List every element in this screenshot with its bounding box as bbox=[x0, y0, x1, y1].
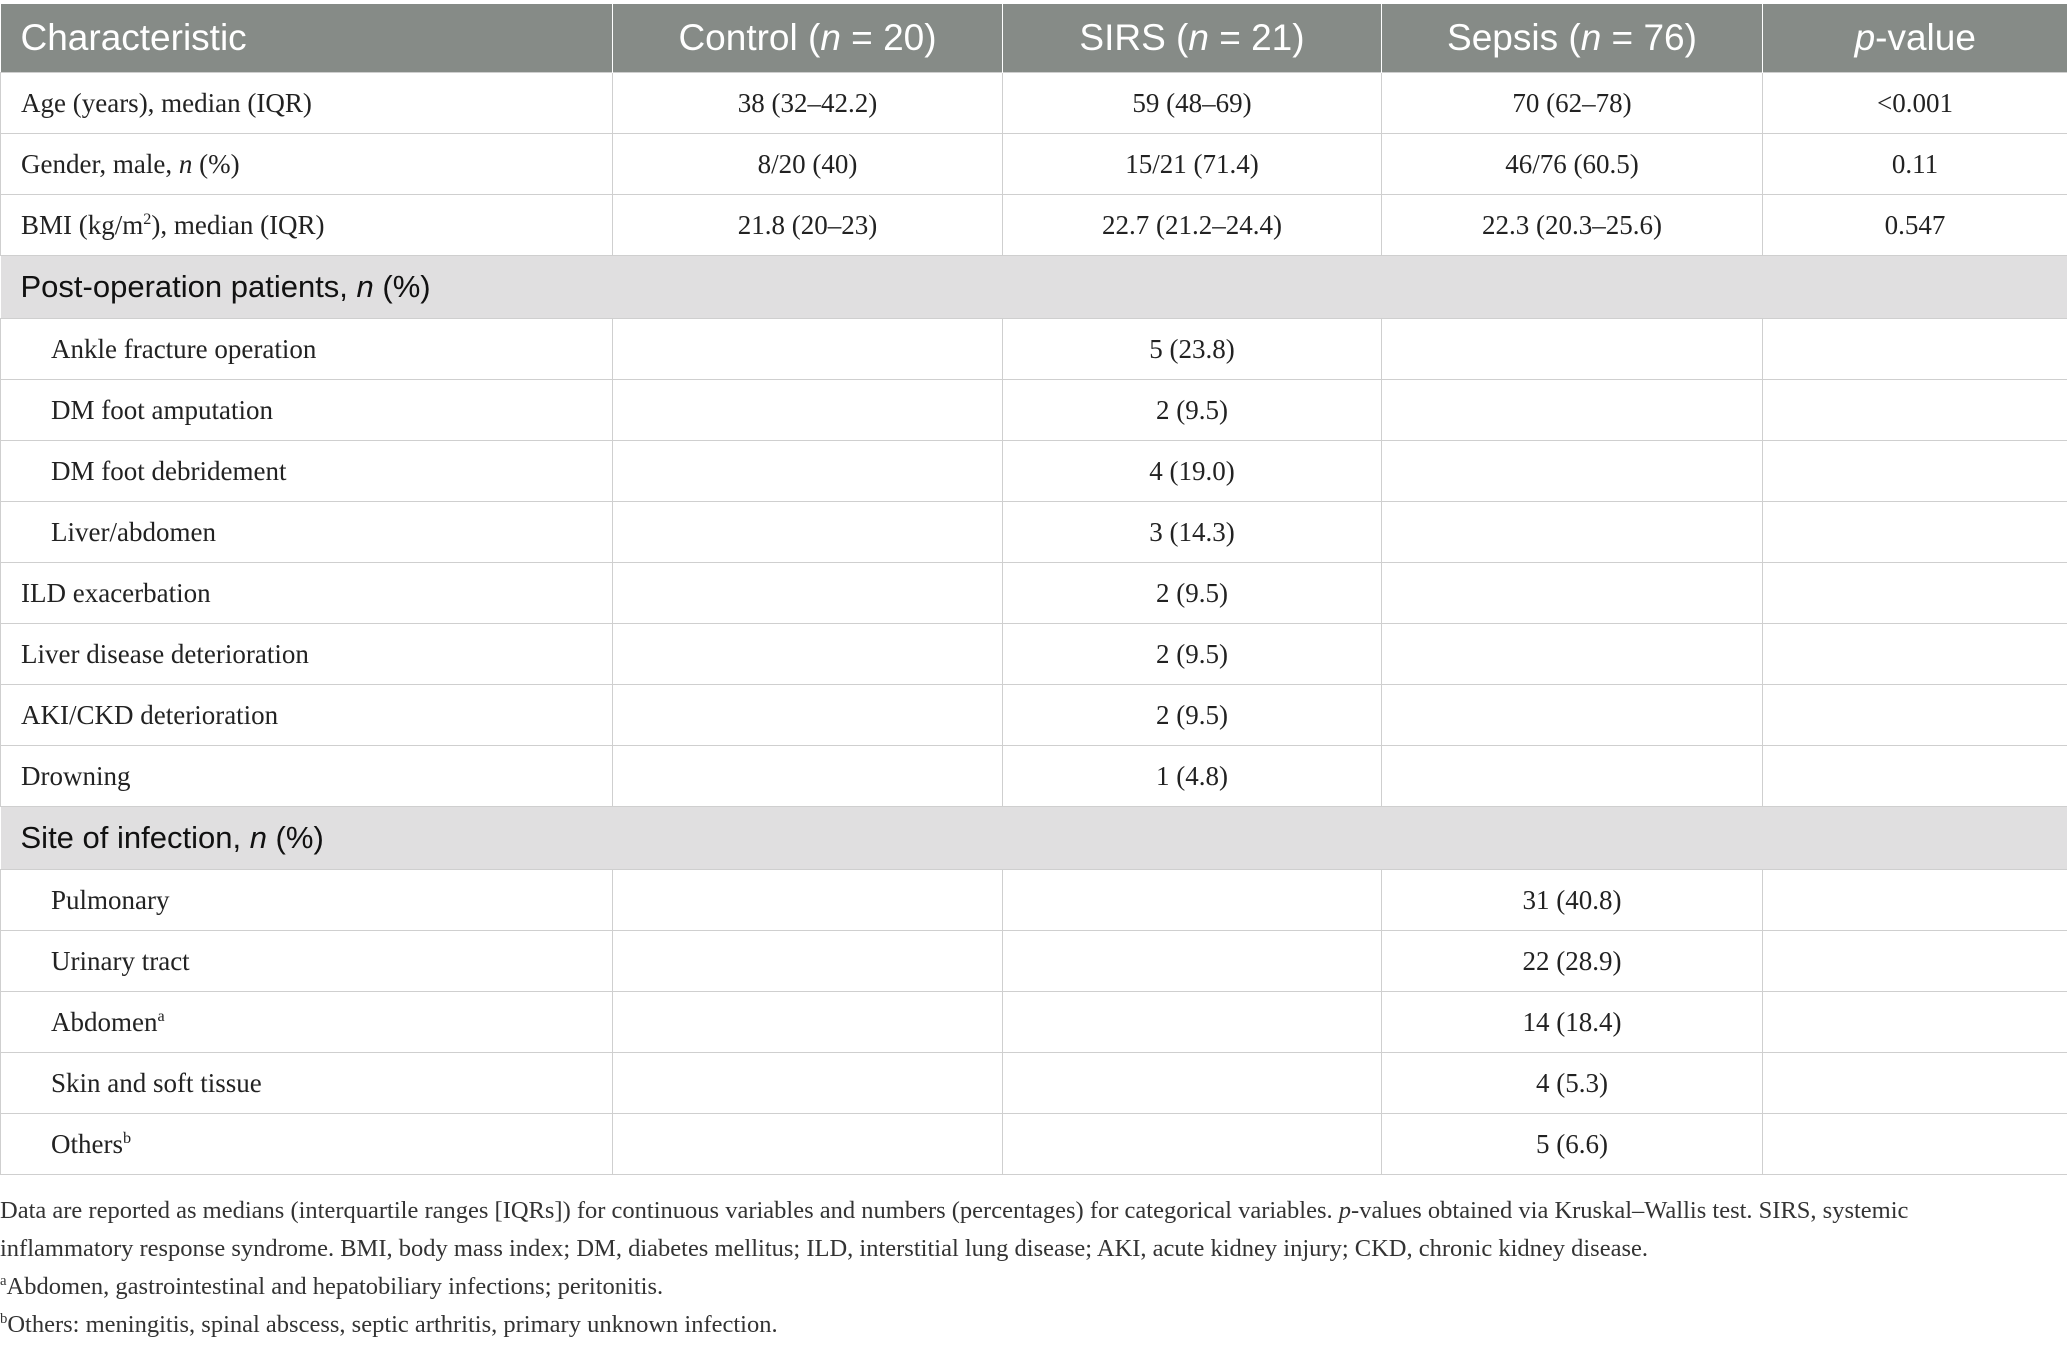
section-title: Site of infection, n (%) bbox=[1, 807, 2067, 870]
footnote-marker: b bbox=[122, 1128, 132, 1147]
cell-control bbox=[613, 992, 1003, 1053]
cell-pvalue bbox=[1763, 746, 2067, 807]
cell-sirs: 59 (48–69) bbox=[1003, 73, 1382, 134]
cell-pvalue bbox=[1763, 931, 2067, 992]
cell-sirs: 22.7 (21.2–24.4) bbox=[1003, 195, 1382, 256]
cell-sirs bbox=[1003, 931, 1382, 992]
infection-rows bbox=[1, 870, 2067, 1175]
cell-sirs: 3 (14.3) bbox=[1003, 502, 1382, 563]
cell-sepsis bbox=[1382, 746, 1763, 807]
row-label: BMI $(kg/m^2)$, median (IQR) bbox=[1, 195, 613, 256]
cell-sirs: 2 (9.5) bbox=[1003, 563, 1382, 624]
table-row bbox=[1, 1053, 2067, 1114]
table-row-age bbox=[1, 73, 2067, 134]
table-row bbox=[1, 563, 2067, 624]
row-label bbox=[1, 563, 613, 624]
table-row bbox=[1, 380, 2067, 441]
cell-control: 8/20 (40) bbox=[613, 134, 1003, 195]
cell-sepsis: 31 (40.8) bbox=[1382, 870, 1763, 931]
row-label bbox=[1, 441, 613, 502]
row-label-text: Liver/abdomen bbox=[51, 516, 216, 547]
header-control: Control (n = 20) bbox=[613, 4, 1003, 73]
cell-sepsis: 46/76 (60.5) bbox=[1382, 134, 1763, 195]
row-label bbox=[1, 1114, 613, 1175]
cell-pvalue bbox=[1763, 624, 2067, 685]
row-label bbox=[1, 931, 613, 992]
cell-pvalue bbox=[1763, 1053, 2067, 1114]
row-label bbox=[1, 746, 613, 807]
row-label bbox=[1, 502, 613, 563]
cell-sepsis bbox=[1382, 624, 1763, 685]
cell-control bbox=[613, 502, 1003, 563]
cell-sirs: 2 (9.5) bbox=[1003, 685, 1382, 746]
section-header-postop bbox=[1, 256, 2067, 319]
row-label-text: Drowning bbox=[21, 760, 131, 791]
table-row bbox=[1, 502, 2067, 563]
table-row-gender bbox=[1, 134, 2067, 195]
postop-rows bbox=[1, 319, 2067, 563]
table-row bbox=[1, 931, 2067, 992]
header-characteristic: Characteristic bbox=[1, 4, 613, 73]
row-label-text: AKI/CKD deterioration bbox=[21, 699, 279, 730]
row-label-text: ILD exacerbation bbox=[21, 577, 211, 608]
table-row bbox=[1, 624, 2067, 685]
cell-sepsis bbox=[1382, 563, 1763, 624]
cell-pvalue: 0.11 bbox=[1763, 134, 2067, 195]
cell-control bbox=[613, 624, 1003, 685]
cell-control bbox=[613, 563, 1003, 624]
row-label-text: Pulmonary bbox=[51, 884, 170, 915]
cell-sepsis bbox=[1382, 319, 1763, 380]
row-label-text: Others bbox=[51, 1128, 123, 1159]
row-label: Age (years), median (IQR) bbox=[1, 73, 613, 134]
row-label bbox=[1, 870, 613, 931]
characteristics-table bbox=[0, 4, 2067, 1175]
cell-sirs: 2 (9.5) bbox=[1003, 624, 1382, 685]
cell-pvalue bbox=[1763, 685, 2067, 746]
table-row-bmi bbox=[1, 195, 2067, 256]
cell-pvalue bbox=[1763, 1114, 2067, 1175]
cell-control bbox=[613, 931, 1003, 992]
cell-sirs bbox=[1003, 1114, 1382, 1175]
footnote-main: Data are reported as medians (interquartile ranges [IQRs]) for continuous variables and numbers (percentages) for categorical variables. p-values obtained via Kruskal–Wallis test. SIRS, systemic inflammatory response syndrome. BMI, body mass index; DM, diabetes mellitus; ILD, interstitial lung disease; AKI, acute kidney injury; CKD, chronic kidney disease. bbox=[0, 1197, 1909, 1262]
cell-control bbox=[613, 1114, 1003, 1175]
row-label bbox=[1, 380, 613, 441]
table-row bbox=[1, 319, 2067, 380]
cell-sepsis: 22 (28.9) bbox=[1382, 931, 1763, 992]
footnote-a: $^a$Abdomen, gastrointestinal and hepatobiliary infections; peritonitis. bbox=[0, 1272, 664, 1300]
cell-pvalue bbox=[1763, 870, 2067, 931]
cell-sepsis bbox=[1382, 380, 1763, 441]
table-row bbox=[1, 1114, 2067, 1175]
row-label-text: Skin and soft tissue bbox=[51, 1067, 262, 1098]
header-row bbox=[1, 4, 2067, 73]
characteristics-table-container bbox=[0, 4, 2067, 1175]
cell-control bbox=[613, 870, 1003, 931]
cell-pvalue: 0.547 bbox=[1763, 195, 2067, 256]
cell-sirs: 2 (9.5) bbox=[1003, 380, 1382, 441]
cell-control bbox=[613, 1053, 1003, 1114]
section-header-infection bbox=[1, 807, 2067, 870]
table-header bbox=[1, 4, 2067, 73]
cell-pvalue bbox=[1763, 441, 2067, 502]
cell-sepsis bbox=[1382, 502, 1763, 563]
cell-sepsis bbox=[1382, 685, 1763, 746]
table-row bbox=[1, 870, 2067, 931]
footnote-marker: a bbox=[157, 1006, 165, 1025]
cell-sirs: 4 (19.0) bbox=[1003, 441, 1382, 502]
cell-control: 38 (32–42.2) bbox=[613, 73, 1003, 134]
section-title: Post-operation patients, n (%) bbox=[1, 256, 2067, 319]
table-row bbox=[1, 441, 2067, 502]
cell-sirs bbox=[1003, 870, 1382, 931]
cell-control bbox=[613, 380, 1003, 441]
row-label bbox=[1, 685, 613, 746]
row-label-text: Liver disease deterioration bbox=[21, 638, 309, 669]
row-label bbox=[1, 992, 613, 1053]
cell-pvalue: <0.001 bbox=[1763, 73, 2067, 134]
row-label-text: Abdomen bbox=[51, 1006, 158, 1037]
table-row bbox=[1, 685, 2067, 746]
row-label-text: Ankle fracture operation bbox=[51, 333, 317, 364]
cell-sepsis: 14 (18.4) bbox=[1382, 992, 1763, 1053]
cell-sirs: 1 (4.8) bbox=[1003, 746, 1382, 807]
row-label-text: Urinary tract bbox=[51, 945, 190, 976]
cell-control bbox=[613, 319, 1003, 380]
other-sirs-rows bbox=[1, 563, 2067, 807]
cell-pvalue bbox=[1763, 380, 2067, 441]
row-label bbox=[1, 624, 613, 685]
row-label: Gender, male, n (%) bbox=[1, 134, 613, 195]
cell-pvalue bbox=[1763, 319, 2067, 380]
table-row bbox=[1, 992, 2067, 1053]
row-label-text: DM foot amputation bbox=[51, 394, 273, 425]
cell-sepsis: 70 (62–78) bbox=[1382, 73, 1763, 134]
header-sirs: SIRS (n = 21) bbox=[1003, 4, 1382, 73]
footnote-b: $^b$Others: meningitis, spinal abscess, septic arthritis, primary unknown infection. bbox=[0, 1310, 778, 1338]
cell-sirs: 15/21 (71.4) bbox=[1003, 134, 1382, 195]
cell-sirs bbox=[1003, 992, 1382, 1053]
cell-sirs: 5 (23.8) bbox=[1003, 319, 1382, 380]
cell-control bbox=[613, 685, 1003, 746]
cell-sepsis: 22.3 (20.3–25.6) bbox=[1382, 195, 1763, 256]
row-label bbox=[1, 1053, 613, 1114]
cell-pvalue bbox=[1763, 502, 2067, 563]
cell-sepsis: 5 (6.6) bbox=[1382, 1114, 1763, 1175]
cell-control bbox=[613, 441, 1003, 502]
row-label bbox=[1, 319, 613, 380]
header-sepsis: Sepsis (n = 76) bbox=[1382, 4, 1763, 73]
cell-sirs bbox=[1003, 1053, 1382, 1114]
cell-pvalue bbox=[1763, 563, 2067, 624]
table-row bbox=[1, 746, 2067, 807]
row-label-text: DM foot debridement bbox=[51, 455, 287, 486]
table-footnotes bbox=[0, 1192, 2040, 1344]
cell-pvalue bbox=[1763, 992, 2067, 1053]
cell-control: 21.8 (20–23) bbox=[613, 195, 1003, 256]
cell-sepsis: 4 (5.3) bbox=[1382, 1053, 1763, 1114]
cell-control bbox=[613, 746, 1003, 807]
header-pvalue: p-value bbox=[1763, 4, 2067, 73]
cell-sepsis bbox=[1382, 441, 1763, 502]
